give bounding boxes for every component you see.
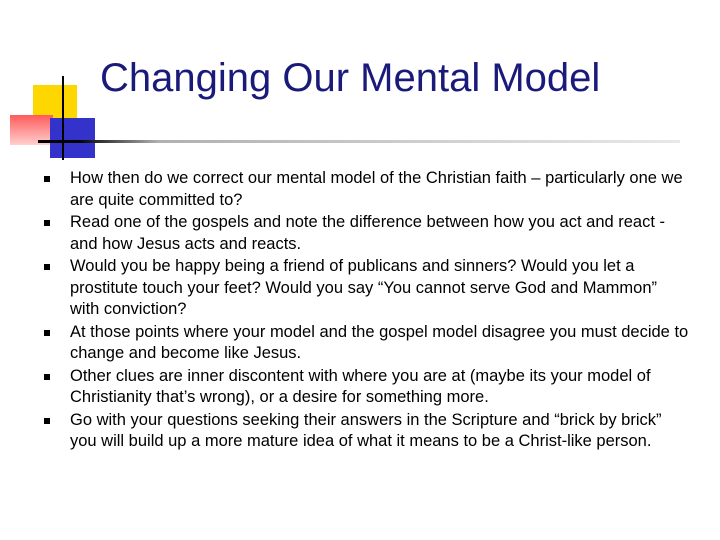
decorative-vertical-line <box>62 76 64 160</box>
bullet-item <box>40 410 690 453</box>
bullet-text: Other clues are inner discontent with where you are at (maybe its your model of Christianity that’s wrong), or a desire for something more. <box>70 366 651 406</box>
square-bullet-icon <box>44 220 50 226</box>
bullet-item <box>40 168 690 211</box>
square-bullet-icon <box>44 264 50 270</box>
title-divider-line <box>38 140 680 143</box>
bullet-item <box>40 366 690 409</box>
decorative-blue-square <box>50 118 95 158</box>
square-bullet-icon <box>44 374 50 380</box>
bullet-text: Read one of the gospels and note the difference between how you act and react - and how Jesus acts and reacts. <box>70 213 666 253</box>
bullet-item <box>40 256 690 321</box>
square-bullet-icon <box>44 176 50 182</box>
square-bullet-icon <box>44 418 50 424</box>
bullet-text: At those points where your model and the gospel model disagree you must decide to change and become like Jesus. <box>70 322 689 362</box>
square-bullet-icon <box>44 330 50 336</box>
bullet-list <box>40 168 690 454</box>
slide-title: Changing Our Mental Model <box>100 56 601 100</box>
bullet-text: Would you be happy being a friend of publicans and sinners? Would you let a prostitute touch your feet? Would you say “You cannot serve God and Mammon” with conviction? <box>70 257 657 318</box>
bullet-text: Go with your questions seeking their answers in the Scripture and “brick by brick” you will build up a more mature idea of what it means to be a Christ-like person. <box>70 410 662 450</box>
bullet-item <box>40 322 690 365</box>
bullet-item <box>40 212 690 255</box>
bullet-text: How then do we correct our mental model of the Christian faith – particularly one we are quite committed to? <box>70 169 683 209</box>
